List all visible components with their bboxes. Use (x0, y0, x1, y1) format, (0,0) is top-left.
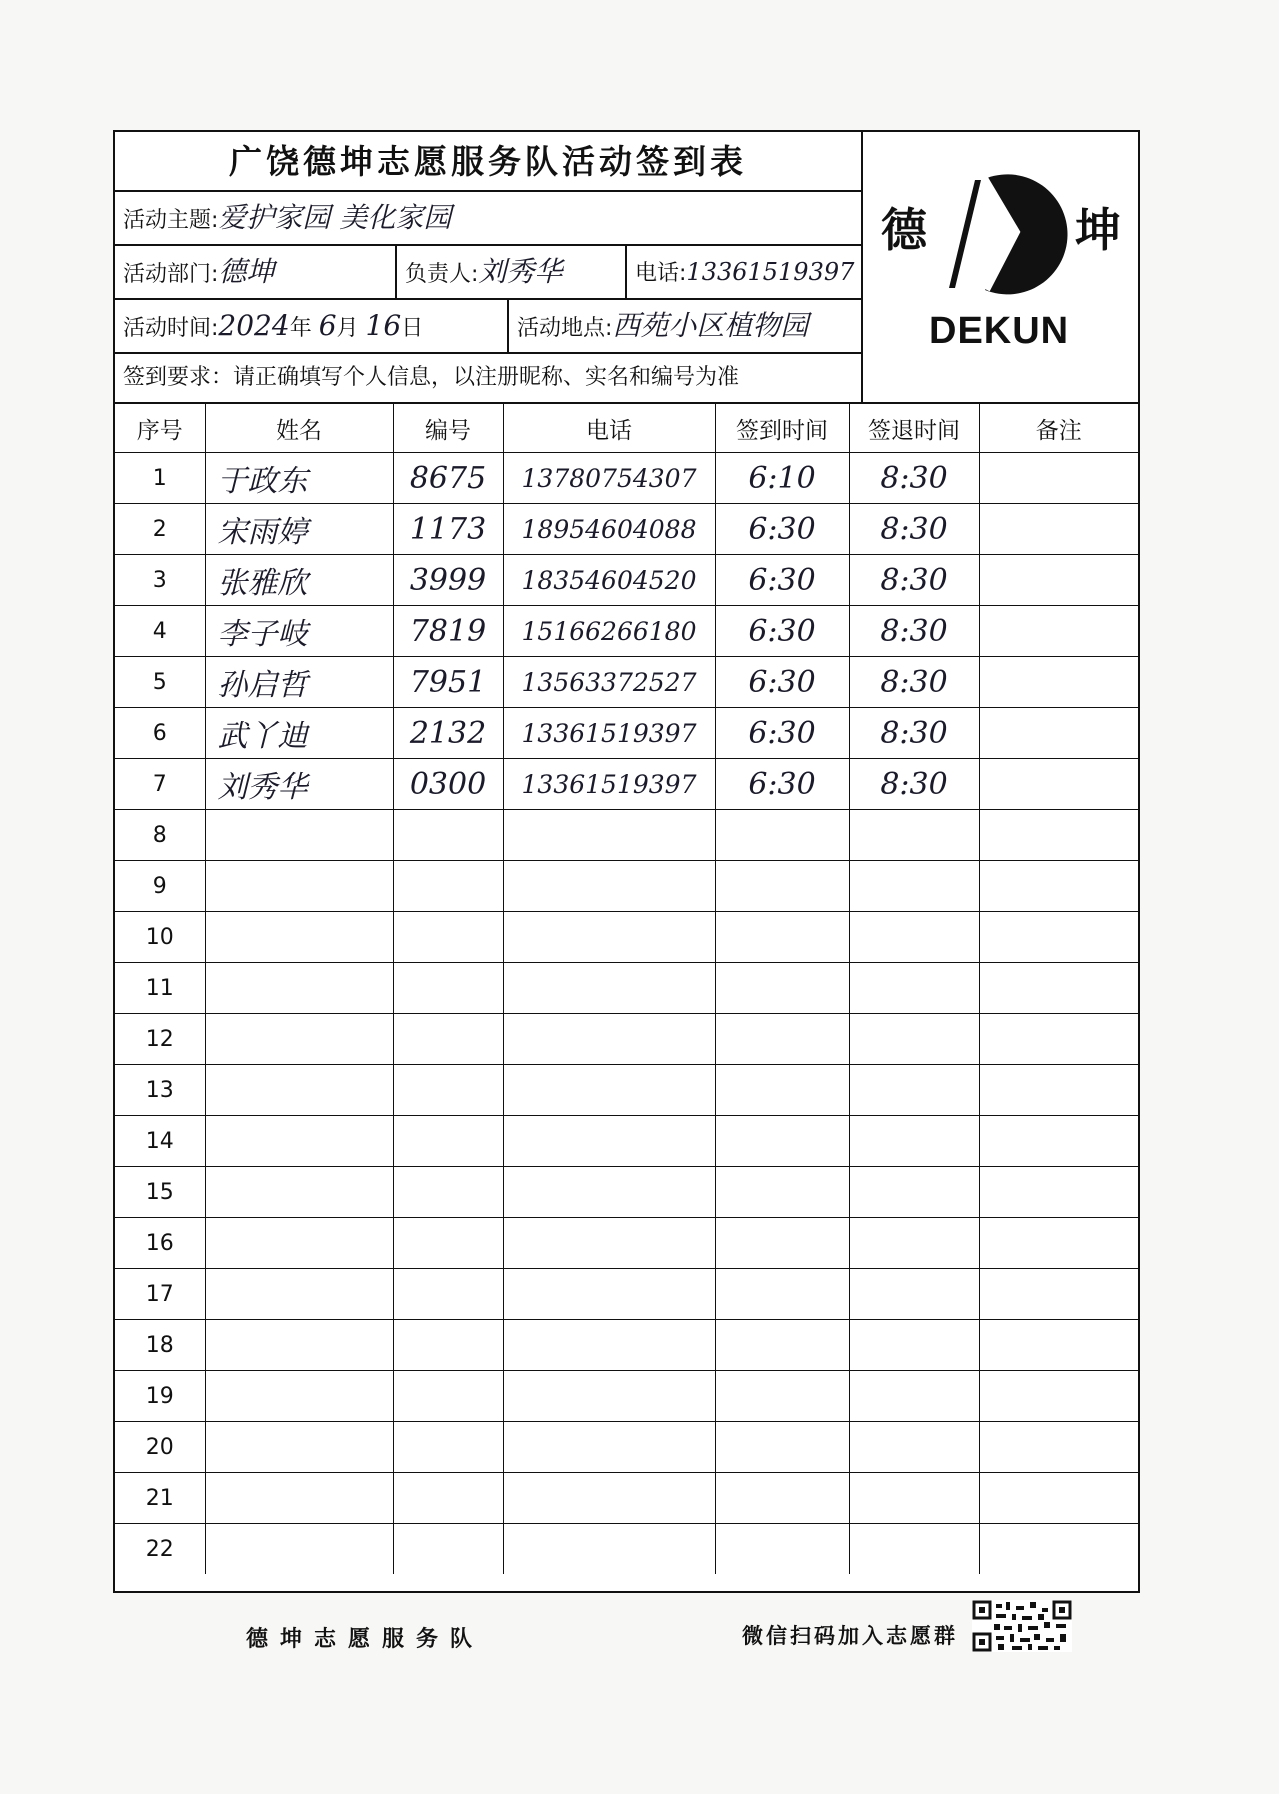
row-phone: 13563372527 (503, 657, 715, 708)
sign-in-sheet (113, 130, 1140, 1593)
row-name (205, 810, 393, 861)
table-row (115, 708, 1138, 759)
theme-row (115, 192, 861, 246)
row-index: 2 (115, 504, 205, 555)
row-name: 李子岐 (205, 606, 393, 657)
row-name (205, 861, 393, 912)
row-phone: 15166266180 (503, 606, 715, 657)
leader-value: 刘秀华 (478, 255, 563, 288)
logo-k-mark-icon (925, 168, 1085, 296)
row-name (205, 1473, 393, 1524)
row-number: 8675 (393, 453, 503, 504)
time-month: 6 (318, 309, 337, 342)
table-row (115, 810, 1138, 861)
row-phone: 18354604520 (503, 555, 715, 606)
row-name (205, 1167, 393, 1218)
row-checkin-time (715, 1116, 849, 1167)
row-checkout-time: 8:30 (849, 708, 979, 759)
row-phone (503, 1422, 715, 1473)
leader-label: 负责人: (405, 262, 479, 287)
header-index: 序号 (115, 403, 205, 453)
row-number (393, 963, 503, 1014)
row-number (393, 1524, 503, 1575)
sheet-title: 广饶德坤志愿服务队活动签到表 (115, 132, 861, 192)
table-row (115, 1473, 1138, 1524)
row-number: 0300 (393, 759, 503, 810)
dekun-logo (863, 132, 1140, 402)
row-checkout-time (849, 810, 979, 861)
row-index: 6 (115, 708, 205, 759)
row-remarks (979, 1065, 1138, 1116)
row-checkout-time: 8:30 (849, 555, 979, 606)
row-checkout-time (849, 1218, 979, 1269)
row-checkin-time (715, 1320, 849, 1371)
row-name (205, 1218, 393, 1269)
header-name: 姓名 (205, 403, 393, 453)
row-checkout-time: 8:30 (849, 453, 979, 504)
footer-team-name: 德坤志愿服务队 (246, 1626, 485, 1652)
row-phone (503, 1116, 715, 1167)
row-checkout-time (849, 1269, 979, 1320)
row-number (393, 1371, 503, 1422)
row-index: 3 (115, 555, 205, 606)
row-number (393, 1218, 503, 1269)
row-checkout-time (849, 861, 979, 912)
row-checkin-time: 6:30 (715, 555, 849, 606)
row-remarks (979, 657, 1138, 708)
table-row (115, 1371, 1138, 1422)
time-label: 活动时间: (123, 316, 219, 341)
time-month-unit: 月 (336, 316, 359, 341)
row-number (393, 912, 503, 963)
header-checkout-time: 签退时间 (849, 403, 979, 453)
row-phone (503, 1524, 715, 1575)
row-name (205, 1116, 393, 1167)
row-phone: 13780754307 (503, 453, 715, 504)
table-row (115, 1218, 1138, 1269)
row-phone (503, 912, 715, 963)
row-checkout-time (849, 1524, 979, 1575)
row-checkout-time (849, 912, 979, 963)
row-number (393, 1014, 503, 1065)
row-checkout-time: 8:30 (849, 759, 979, 810)
row-checkout-time (849, 1065, 979, 1116)
row-name (205, 1371, 393, 1422)
row-checkin-time (715, 1371, 849, 1422)
row-checkout-time: 8:30 (849, 504, 979, 555)
row-number: 1173 (393, 504, 503, 555)
row-remarks (979, 504, 1138, 555)
row-remarks (979, 1116, 1138, 1167)
row-checkin-time (715, 861, 849, 912)
row-number (393, 1167, 503, 1218)
row-checkout-time (849, 1473, 979, 1524)
row-index: 10 (115, 912, 205, 963)
row-phone (503, 1371, 715, 1422)
row-phone (503, 1167, 715, 1218)
row-index: 19 (115, 1371, 205, 1422)
table-row (115, 759, 1138, 810)
dept-label: 活动部门: (123, 262, 219, 287)
time-row (115, 300, 861, 354)
row-name: 宋雨婷 (205, 504, 393, 555)
row-phone (503, 810, 715, 861)
row-checkin-time (715, 1218, 849, 1269)
row-checkout-time: 8:30 (849, 606, 979, 657)
row-remarks (979, 912, 1138, 963)
requirement-row (115, 354, 861, 402)
row-checkin-time (715, 1422, 849, 1473)
header-number: 编号 (393, 403, 503, 453)
row-index: 12 (115, 1014, 205, 1065)
row-phone: 13361519397 (503, 708, 715, 759)
row-phone (503, 963, 715, 1014)
table-row (115, 1116, 1138, 1167)
row-name (205, 1065, 393, 1116)
logo-text: DEKUN (929, 310, 1070, 352)
row-checkin-time (715, 912, 849, 963)
row-phone (503, 861, 715, 912)
row-checkout-time (849, 1371, 979, 1422)
table-row (115, 963, 1138, 1014)
row-remarks (979, 1167, 1138, 1218)
row-name (205, 1422, 393, 1473)
row-remarks (979, 555, 1138, 606)
row-checkout-time (849, 1167, 979, 1218)
dept-row (115, 246, 861, 300)
table-row (115, 504, 1138, 555)
row-checkin-time: 6:10 (715, 453, 849, 504)
row-checkout-time (849, 1116, 979, 1167)
row-checkin-time: 6:30 (715, 606, 849, 657)
row-remarks (979, 708, 1138, 759)
row-name (205, 912, 393, 963)
table-row (115, 1422, 1138, 1473)
table-row (115, 861, 1138, 912)
row-checkin-time: 6:30 (715, 504, 849, 555)
row-number (393, 1320, 503, 1371)
row-name: 张雅欣 (205, 555, 393, 606)
time-year: 2024 (218, 309, 290, 342)
row-checkin-time (715, 1014, 849, 1065)
row-index: 5 (115, 657, 205, 708)
row-name: 武丫迪 (205, 708, 393, 759)
row-number (393, 1065, 503, 1116)
table-row (115, 1320, 1138, 1371)
requirement-text: 签到要求：请正确填写个人信息，以注册昵称、实名和编号为准 (123, 365, 740, 390)
dept-value: 德坤 (218, 255, 275, 288)
logo-right-char: 坤 (1075, 203, 1121, 257)
table-row (115, 912, 1138, 963)
row-index: 9 (115, 861, 205, 912)
row-index: 13 (115, 1065, 205, 1116)
row-name: 刘秀华 (205, 759, 393, 810)
theme-value: 爱护家园 美化家园 (218, 201, 452, 234)
logo-left-char: 德 (881, 203, 927, 257)
place-value: 西苑小区植物园 (612, 309, 809, 342)
table-row (115, 1065, 1138, 1116)
row-remarks (979, 759, 1138, 810)
sign-in-table (115, 402, 1138, 1574)
table-row (115, 1269, 1138, 1320)
row-remarks (979, 963, 1138, 1014)
row-phone (503, 1218, 715, 1269)
row-checkin-time (715, 1065, 849, 1116)
table-row (115, 657, 1138, 708)
table-header-row (115, 403, 1138, 453)
row-checkout-time (849, 1014, 979, 1065)
row-phone (503, 1269, 715, 1320)
header-phone: 电话 (503, 403, 715, 453)
row-remarks (979, 453, 1138, 504)
row-phone: 18954604088 (503, 504, 715, 555)
row-index: 16 (115, 1218, 205, 1269)
row-remarks (979, 1320, 1138, 1371)
row-phone (503, 1014, 715, 1065)
phone-value: 13361519397 (686, 258, 855, 286)
row-name (205, 1014, 393, 1065)
row-checkin-time (715, 963, 849, 1014)
row-remarks (979, 606, 1138, 657)
header-block (115, 132, 863, 402)
table-row (115, 1014, 1138, 1065)
row-remarks (979, 1371, 1138, 1422)
row-checkin-time (715, 810, 849, 861)
place-label: 活动地点: (517, 316, 613, 341)
time-year-unit: 年 (289, 316, 312, 341)
row-index: 11 (115, 963, 205, 1014)
row-remarks (979, 1473, 1138, 1524)
footer-wechat-text: 微信扫码加入志愿群 (742, 1623, 958, 1648)
table-row (115, 555, 1138, 606)
row-remarks (979, 861, 1138, 912)
row-index: 21 (115, 1473, 205, 1524)
row-number: 7951 (393, 657, 503, 708)
row-remarks (979, 1218, 1138, 1269)
row-index: 8 (115, 810, 205, 861)
row-checkin-time (715, 1524, 849, 1575)
row-index: 18 (115, 1320, 205, 1371)
row-index: 14 (115, 1116, 205, 1167)
header-checkin-time: 签到时间 (715, 403, 849, 453)
row-number (393, 861, 503, 912)
row-number (393, 1473, 503, 1524)
row-remarks (979, 1269, 1138, 1320)
row-checkin-time: 6:30 (715, 759, 849, 810)
row-phone (503, 1065, 715, 1116)
row-index: 20 (115, 1422, 205, 1473)
time-day: 16 (365, 309, 402, 342)
row-remarks (979, 1014, 1138, 1065)
row-number (393, 1116, 503, 1167)
row-checkin-time (715, 1473, 849, 1524)
row-index: 4 (115, 606, 205, 657)
row-name (205, 1524, 393, 1575)
row-index: 1 (115, 453, 205, 504)
row-checkin-time (715, 1269, 849, 1320)
row-checkout-time (849, 1320, 979, 1371)
row-index: 15 (115, 1167, 205, 1218)
row-phone (503, 1320, 715, 1371)
row-checkin-time: 6:30 (715, 708, 849, 759)
row-checkout-time: 8:30 (849, 657, 979, 708)
row-remarks (979, 810, 1138, 861)
row-checkout-time (849, 963, 979, 1014)
table-row (115, 1167, 1138, 1218)
row-number: 3999 (393, 555, 503, 606)
row-number: 2132 (393, 708, 503, 759)
row-index: 22 (115, 1524, 205, 1575)
table-row (115, 606, 1138, 657)
row-checkin-time (715, 1167, 849, 1218)
table-row (115, 453, 1138, 504)
row-number (393, 1422, 503, 1473)
row-index: 7 (115, 759, 205, 810)
row-name (205, 963, 393, 1014)
row-name: 孙启哲 (205, 657, 393, 708)
theme-label: 活动主题: (123, 208, 219, 233)
row-phone (503, 1473, 715, 1524)
row-name: 于政东 (205, 453, 393, 504)
qr-code-icon (972, 1600, 1072, 1652)
header-remarks: 备注 (979, 403, 1138, 453)
row-remarks (979, 1422, 1138, 1473)
row-remarks (979, 1524, 1138, 1575)
row-checkin-time: 6:30 (715, 657, 849, 708)
row-name (205, 1269, 393, 1320)
row-checkout-time (849, 1422, 979, 1473)
time-day-unit: 日 (401, 316, 424, 341)
row-index: 17 (115, 1269, 205, 1320)
row-phone: 13361519397 (503, 759, 715, 810)
row-number: 7819 (393, 606, 503, 657)
row-number (393, 810, 503, 861)
table-row (115, 1524, 1138, 1575)
row-number (393, 1269, 503, 1320)
row-name (205, 1320, 393, 1371)
phone-label: 电话: (635, 261, 687, 286)
